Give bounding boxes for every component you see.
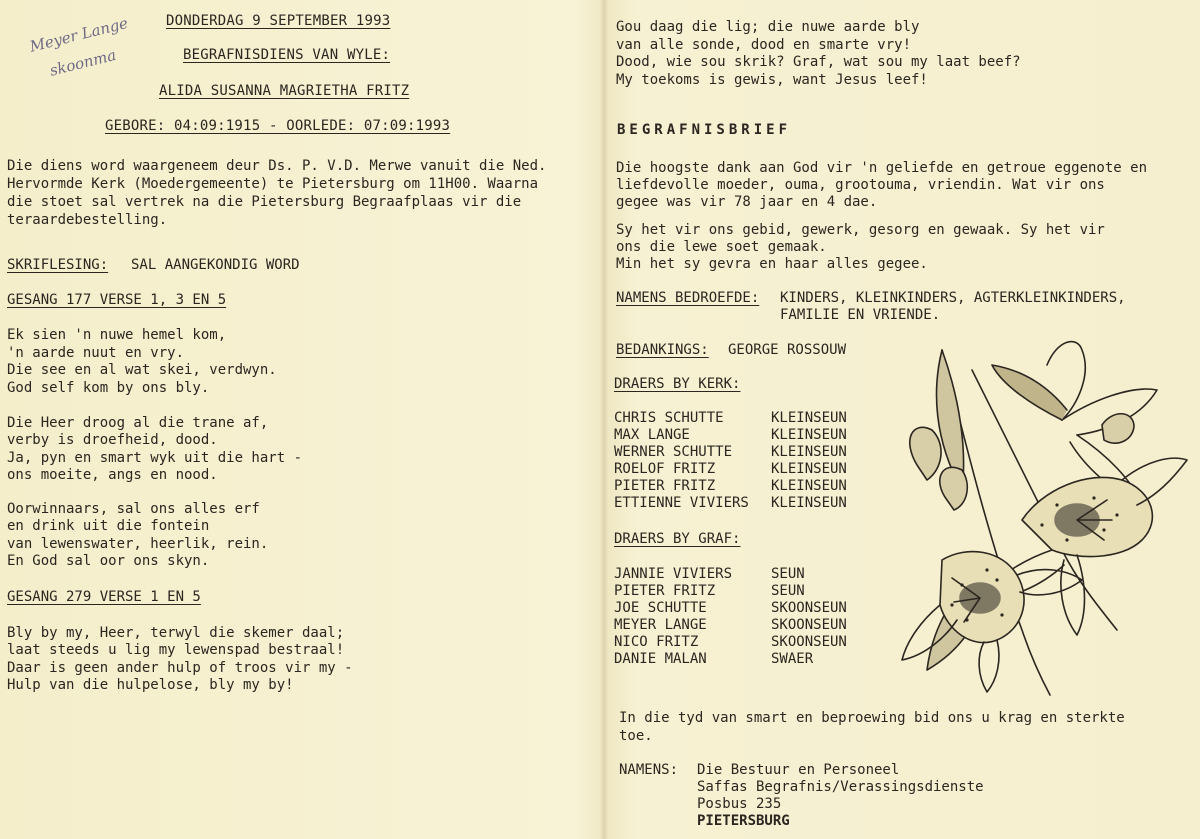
- hymn-line: en drink uit die fontein: [7, 518, 210, 534]
- grave-bearer-name: JANNIE VIVIERS: [614, 566, 733, 582]
- church-bearer-relation: KLEINSEUN: [771, 444, 847, 460]
- church-bearers-title: DRAERS BY KERK:: [614, 376, 741, 392]
- verse-line: van alle sonde, dood en smarte vry!: [616, 37, 912, 53]
- intro-line: Hervormde Kerk (Moedergemeente) te Pietersburg om 11H00. Waarna: [7, 176, 539, 192]
- verse-line: Gou daag die lig; die nuwe aarde bly: [616, 19, 920, 35]
- grave-bearer-name: DANIE MALAN: [614, 651, 707, 667]
- scripture-label: SKRIFLESING:: [7, 257, 109, 273]
- church-bearer-name: WERNER SCHUTTE: [614, 444, 733, 460]
- thanks-label: BEDANKINGS:: [616, 342, 709, 358]
- thanks-value: GEORGE ROSSOUW: [728, 342, 847, 358]
- church-bearer-name: CHRIS SCHUTTE: [614, 410, 724, 426]
- from-line: Saffas Begrafnis/Verassingsdienste: [697, 779, 984, 795]
- grave-bearer-relation: SKOONSEUN: [771, 600, 847, 616]
- service-title: BEGRAFNISDIENS VAN WYLE:: [183, 47, 391, 63]
- church-bearer-name: ROELOF FRITZ: [614, 461, 716, 477]
- church-bearer-name: ETTIENNE VIVIERS: [614, 495, 749, 511]
- hymn-line: Ja, pyn en smart wyk uit die hart -: [7, 450, 303, 466]
- grave-bearer-name: NICO FRITZ: [614, 634, 699, 650]
- hymn-279-title: GESANG 279 VERSE 1 EN 5: [7, 589, 201, 605]
- grave-bearer-name: MEYER LANGE: [614, 617, 707, 633]
- church-bearer-name: MAX LANGE: [614, 427, 690, 443]
- grave-bearer-name: JOE SCHUTTE: [614, 600, 707, 616]
- intro-line: teraardebestelling.: [7, 212, 168, 228]
- letter-line: Sy het vir ons gebid, gewerk, gesorg en gewaak. Sy het vir: [616, 222, 1105, 238]
- church-bearer-name: PIETER FRITZ: [614, 478, 716, 494]
- hymn-line: van lewenswater, heerlik, rein.: [7, 536, 269, 552]
- hymn-line: Oorwinnaars, sal ons alles erf: [7, 501, 260, 517]
- letter-line: ons die lewe soet gemaak.: [616, 239, 827, 255]
- from-line: Posbus 235: [697, 796, 782, 812]
- intro-line: Die diens word waargeneem deur Ds. P. V.D. Merwe vanuit die Ned.: [7, 158, 547, 174]
- hymn-line: Bly by my, Heer, terwyl die skemer daal;: [7, 625, 345, 641]
- closing-line: toe.: [619, 728, 653, 744]
- scripture-value: SAL AANGEKONDIG WORD: [131, 257, 300, 273]
- letter-title: BEGRAFNISBRIEF: [617, 122, 792, 138]
- intro-line: die stoet sal vertrek na die Pietersburg Begraafplaas vir die: [7, 194, 522, 210]
- verse-line: Dood, wie sou skrik? Graf, wat sou my laat beef?: [616, 54, 1021, 70]
- from-line: Die Bestuur en Personeel: [697, 762, 900, 778]
- hymn-line: Daar is geen ander hulp of troos vir my -: [7, 660, 353, 676]
- hymn-line: Die see en al wat skei, verdwyn.: [7, 362, 277, 378]
- hymn-177-title: GESANG 177 VERSE 1, 3 EN 5: [7, 292, 227, 308]
- letter-line: liefdevolle moeder, ouma, grootouma, vriendin. Wat vir ons: [616, 177, 1105, 193]
- handwritten-name: Meyer Lange: [27, 13, 130, 56]
- deceased-name: ALIDA SUSANNA MAGRIETHA FRITZ: [159, 83, 410, 99]
- hymn-line: En God sal oor ons skyn.: [7, 553, 210, 569]
- grave-bearer-relation: SEUN: [771, 583, 805, 599]
- church-bearer-relation: KLEINSEUN: [771, 427, 847, 443]
- hymn-line: Die Heer droog al die trane af,: [7, 415, 269, 431]
- grave-bearer-relation: SEUN: [771, 566, 805, 582]
- lily-illustration-icon: [872, 330, 1192, 700]
- verse-line: My toekoms is gewis, want Jesus leef!: [616, 72, 928, 88]
- hymn-line: 'n aarde nuut en vry.: [7, 345, 185, 361]
- birth-death-dates: GEBORE: 04:09:1915 - OORLEDE: 07:09:1993: [105, 118, 451, 134]
- center-fold: [600, 0, 608, 839]
- grave-bearer-relation: SKOONSEUN: [771, 617, 847, 633]
- hymn-line: God self kom by ons bly.: [7, 380, 210, 396]
- letter-line: Die hoogste dank aan God vir 'n geliefde en getroue eggenote en: [616, 160, 1148, 176]
- hymn-line: Ek sien 'n nuwe hemel kom,: [7, 327, 227, 343]
- church-bearer-relation: KLEINSEUN: [771, 478, 847, 494]
- handwritten-relation: skoonma: [47, 45, 118, 80]
- service-date: DONDERDAG 9 SEPTEMBER 1993: [166, 13, 391, 29]
- church-bearer-relation: KLEINSEUN: [771, 410, 847, 426]
- closing-line: In die tyd van smart en beproewing bid ons u krag en sterkte: [619, 710, 1125, 726]
- letter-line: gegee was vir 78 jaar en 4 dae.: [616, 194, 878, 210]
- hymn-line: Hulp van die hulpelose, bly my by!: [7, 677, 294, 693]
- from-line-city: PIETERSBURG: [697, 813, 790, 829]
- hymn-line: verby is droefheid, dood.: [7, 432, 218, 448]
- hymn-line: ons moeite, angs en nood.: [7, 467, 218, 483]
- grave-bearer-name: PIETER FRITZ: [614, 583, 716, 599]
- church-bearer-relation: KLEINSEUN: [771, 461, 847, 477]
- grave-bearers-title: DRAERS BY GRAF:: [614, 531, 741, 547]
- hymn-line: laat steeds u lig my lewenspad bestraal!: [7, 642, 345, 658]
- from-label: NAMENS:: [619, 762, 679, 778]
- letter-line: Min het sy gevra en haar alles gegee.: [616, 256, 928, 272]
- grave-bearer-relation: SKOONSEUN: [771, 634, 847, 650]
- bereaved-label: NAMENS BEDROEFDE:: [616, 290, 760, 306]
- bereaved-line: KINDERS, KLEINKINDERS, AGTERKLEINKINDERS,: [780, 290, 1126, 306]
- bereaved-line: FAMILIE EN VRIENDE.: [780, 307, 941, 323]
- church-bearer-relation: KLEINSEUN: [771, 495, 847, 511]
- grave-bearer-relation: SWAER: [771, 651, 814, 667]
